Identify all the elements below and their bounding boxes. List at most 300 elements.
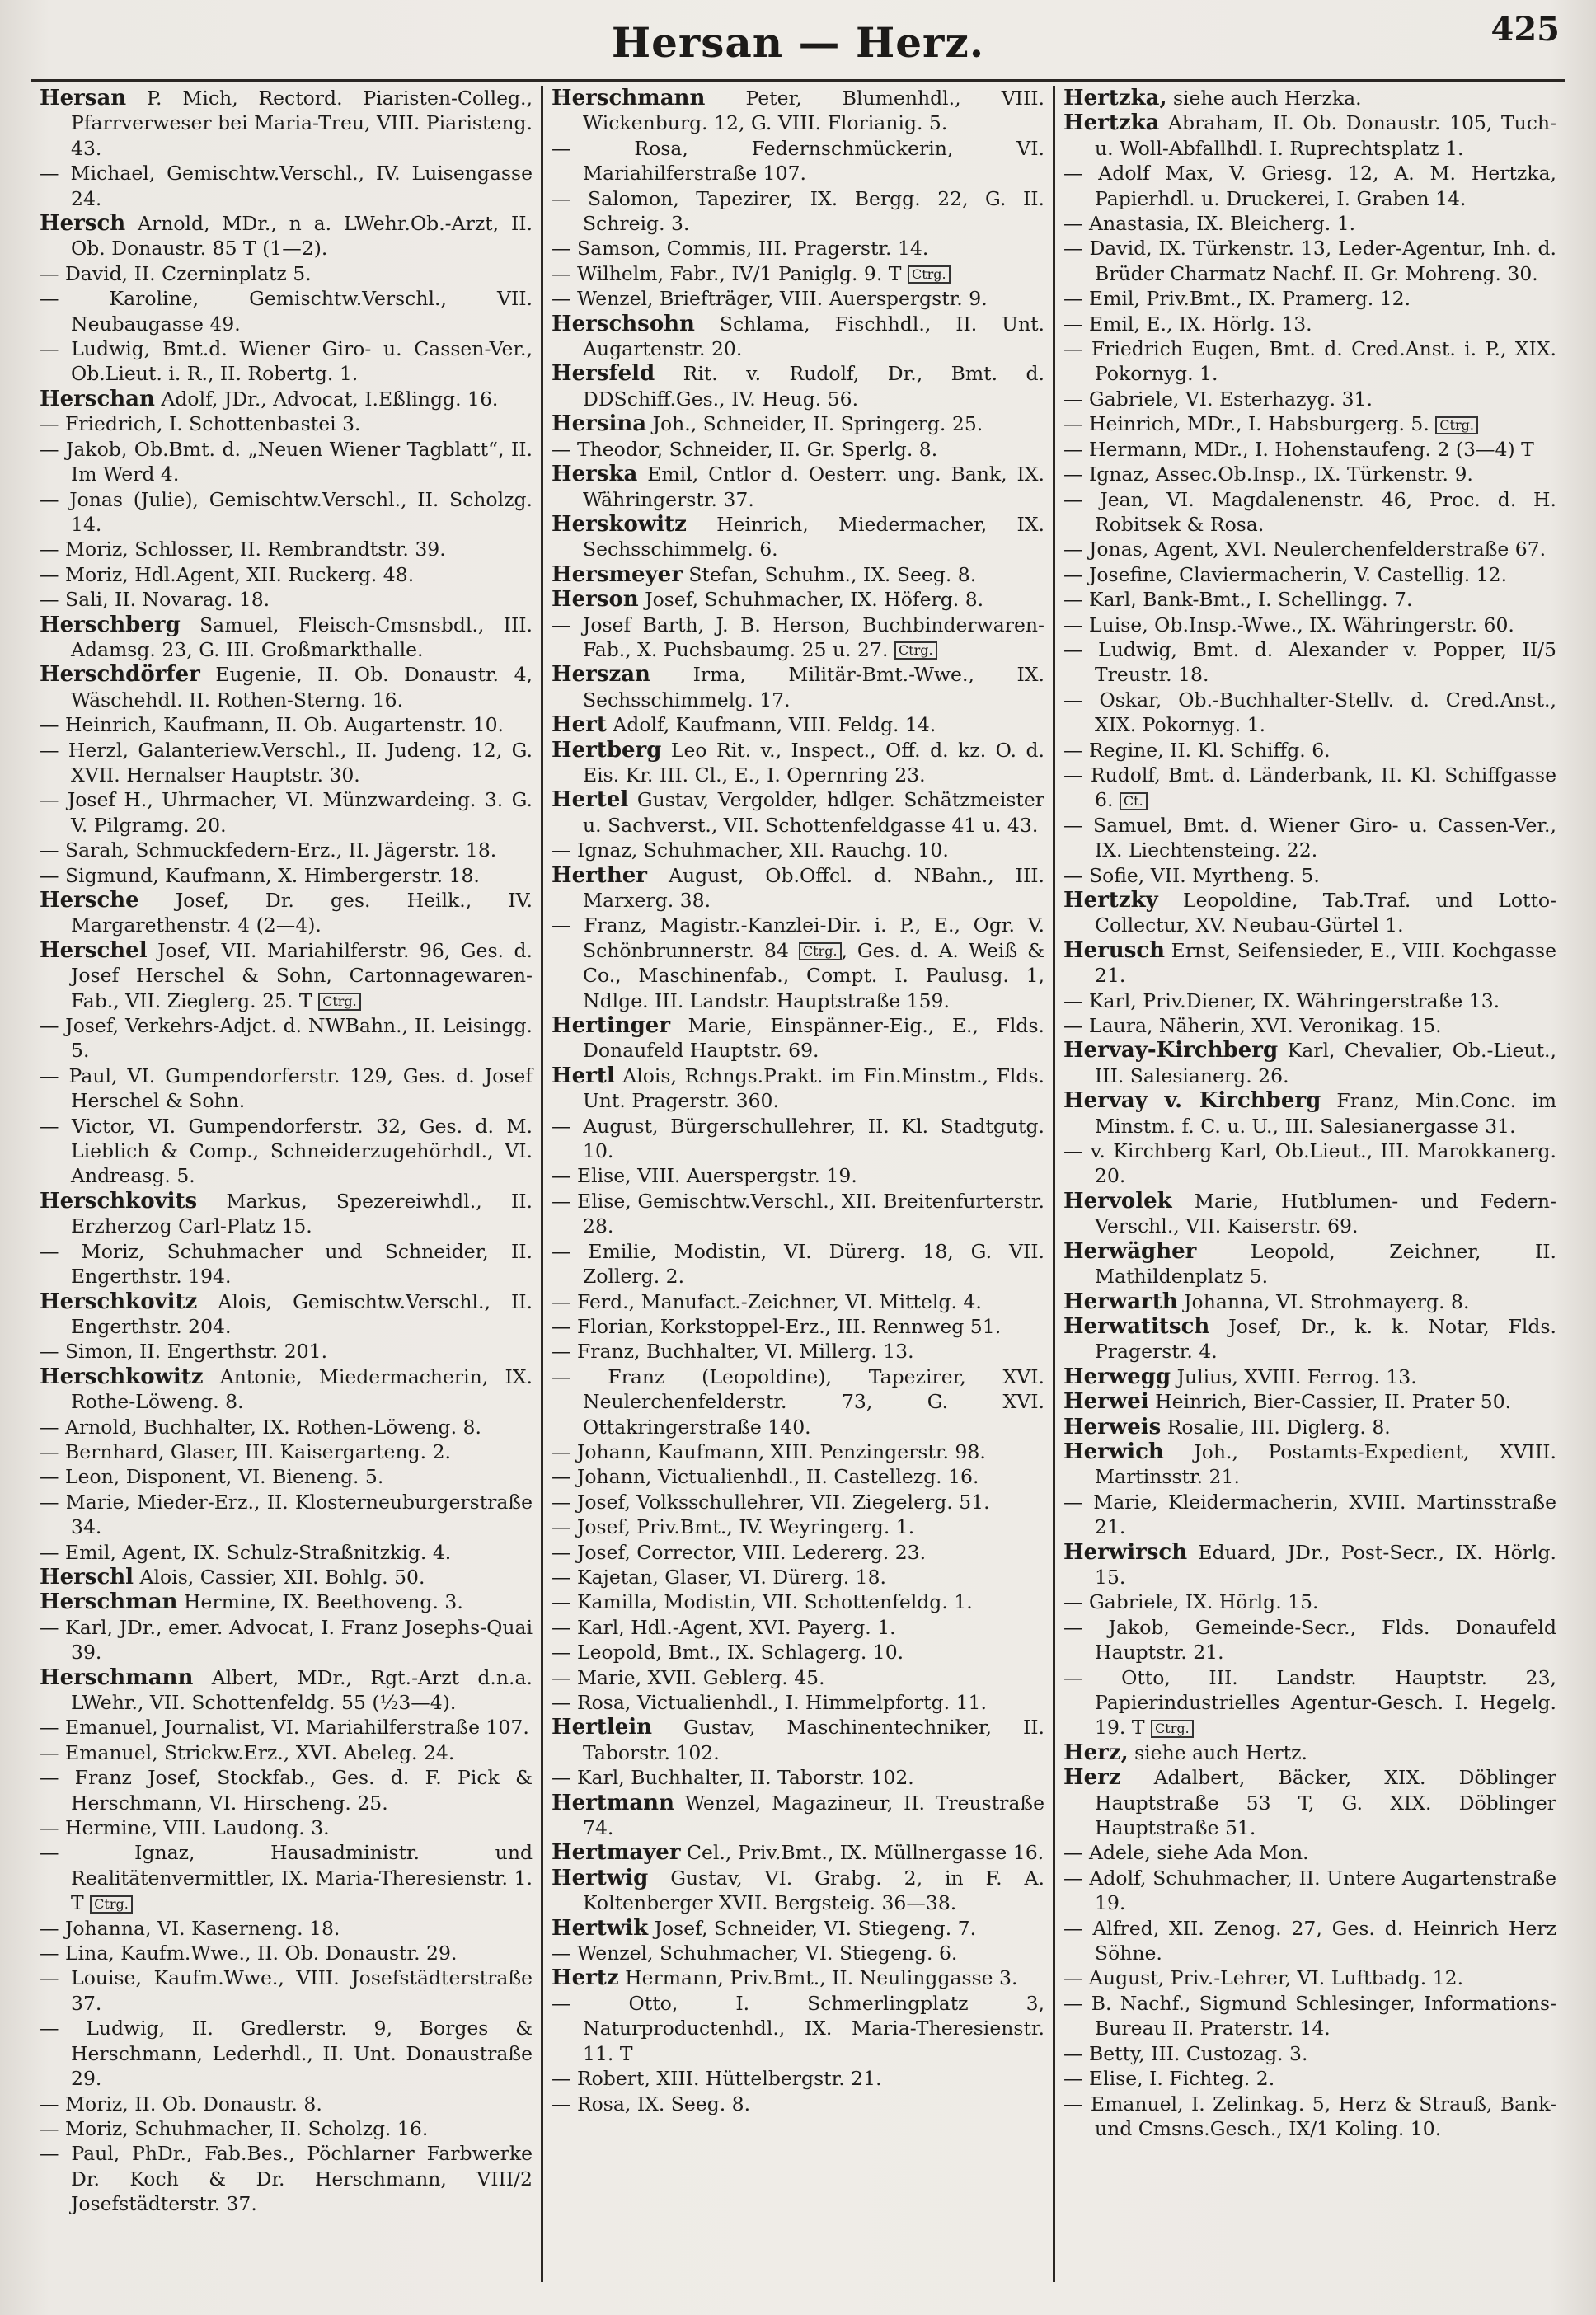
directory-entry (40, 336, 533, 387)
telephone-badge: Ct. (1120, 792, 1148, 810)
entry-text: — Lina, Kaufm.Wwe., II. Ob. Donaustr. 29. (40, 1942, 458, 1965)
entry-text: — Bernhard, Glaser, III. Kaisergarteng. 2. (40, 1439, 451, 1463)
entry-text: Adolf, JDr., Advocat, I.Eßlingg. 16. (161, 387, 499, 411)
entry-text: — Moriz, II. Ob. Donaustr. 8. (40, 2092, 322, 2115)
entry-surname: Herschman (40, 1590, 178, 1615)
directory-entry (40, 1565, 533, 1590)
entry-surname: Herusch (1063, 937, 1166, 963)
directory-entry (1063, 211, 1556, 236)
entry-text: — Emil, Priv.Bmt., IX. Pramerg. 12. (1063, 287, 1411, 311)
entry-text: — Michael, Gemischtw.Verschl., IV. Luisengasse 24. (40, 162, 533, 210)
directory-entry (552, 1991, 1044, 2066)
directory-entry (40, 938, 533, 1013)
entry-surname: Hersch (40, 211, 126, 237)
entry-text: Leo Rit. v., Inspect., Off. d. kz. O. d. Eis. Kr. III. Cl., E., I. Opernring 23. (583, 738, 1044, 787)
directory-entry (40, 86, 533, 161)
entry-text: — Josef, Corrector, VIII. Ledererg. 23. (552, 1540, 927, 1564)
directory-entry (1063, 1965, 1556, 1990)
entry-text: — Wenzel, Schuhmacher, VI. Stiegeng. 6. (552, 1942, 958, 1965)
entry-surname: Herweis (1063, 1414, 1162, 1439)
entry-text: — Heinrich, MDr., I. Habsburgerg. 5. (1063, 412, 1429, 436)
directory-entry (40, 286, 533, 336)
directory-entry (40, 738, 533, 788)
directory-entry (40, 1339, 533, 1364)
directory-entry (552, 562, 1044, 587)
entry-text: Franz, Min.Conc. im Minstm. f. C. u. U., III. Salesianergasse 31. (1095, 1089, 1556, 1138)
directory-entry (552, 1615, 1044, 1640)
entry-surname: Herwarth (1063, 1289, 1178, 1314)
directory-entry (552, 1289, 1044, 1314)
directory-entry (40, 613, 533, 663)
directory-entry (40, 1064, 533, 1114)
entry-text: Hermann, Priv.Bmt., II. Neulinggasse 3. (625, 1966, 1018, 1990)
directory-entry (552, 1916, 1044, 1941)
entry-surname: Hertwig (552, 1865, 649, 1890)
entry-surname: Hertel (552, 787, 629, 813)
entry-surname: Hersan (40, 86, 127, 110)
entry-text: Heinrich, Bier-Cassier, II. Prater 50. (1155, 1390, 1512, 1414)
entry-text: — Otto, I. Schmerlingplatz 3, Naturproductenhdl., IX. Maria-Theresienstr. 11. T (552, 1991, 1044, 2065)
entry-surname: Hertwik (552, 1915, 649, 1941)
directory-entry (1063, 236, 1556, 286)
entry-surname: Herwegg (1063, 1364, 1171, 1389)
directory-entry (40, 1490, 533, 1540)
entry-text: Markus, Spezereiwhdl., II. Erzherzog Carl-Platz 15. (71, 1189, 533, 1238)
telephone-badge: Ctrg. (318, 993, 361, 1011)
entry-surname: Hersina (552, 411, 647, 437)
entry-surname: Herschdörfer (40, 662, 200, 688)
directory-entry (1063, 1189, 1556, 1239)
directory-entry (1063, 1840, 1556, 1865)
directory-entry (552, 1715, 1044, 1765)
entry-text: — Sali, II. Novarag. 18. (40, 588, 270, 612)
directory-entry (40, 487, 533, 538)
entry-text: — Ignaz, Assec.Ob.Insp., IX. Türkenstr. 9. (1063, 463, 1473, 486)
entry-text: — Emil, Agent, IX. Schulz-Straßnitzkig. 4. (40, 1540, 452, 1564)
directory-entry (552, 286, 1044, 311)
directory-entry (552, 838, 1044, 862)
entry-text: — August, Priv.-Lehrer, VI. Luftbadg. 12. (1063, 1966, 1464, 1990)
directory-entry (552, 186, 1044, 237)
directory-entry (1063, 1916, 1556, 1966)
directory-entry (552, 437, 1044, 462)
telephone-badge: Ctrg. (1151, 1720, 1194, 1738)
directory-entry (1063, 1013, 1556, 1038)
entry-text: — Elise, I. Fichteg. 2. (1063, 2067, 1275, 2091)
entry-surname: Herwich (1063, 1439, 1164, 1464)
entry-text: — Wilhelm, Fabr., IV/1 Paniglg. 9. T (552, 261, 902, 285)
directory-entry (552, 512, 1044, 562)
entry-surname: Hertberg (552, 737, 662, 763)
entry-text: — Gabriele, IX. Hörlg. 15. (1063, 1590, 1319, 1614)
entry-text: Marie, Einspänner-Eig., E., Flds. Donaufeld Hauptstr. 69. (583, 1014, 1044, 1063)
entry-text: — Victor, VI. Gumpendorferstr. 32, Ges. d. M. Lieblich & Comp., Schneiderzugehörhdl., VI. Andreasg. 5. (40, 1114, 533, 1188)
telephone-badge: Ctrg. (1435, 416, 1478, 434)
directory-entry (552, 1565, 1044, 1590)
entry-text: — Karl, Buchhalter, II. Taborstr. 102. (552, 1766, 914, 1790)
page-header (31, 0, 1565, 79)
directory-entry (552, 787, 1044, 838)
directory-entry (1063, 110, 1556, 161)
entry-text: — Franz, Magistr.-Kanzlei-Dir. i. P., E., Ogr. V. Schönbrunnerstr. 84 (552, 913, 1044, 962)
directory-entry (552, 1540, 1044, 1565)
directory-entry (1063, 2066, 1556, 2091)
entry-surname: Hertzka, (1063, 86, 1167, 110)
entry-text: — Ludwig, Bmt. d. Alexander v. Popper, II/5 Treustr. 18. (1063, 637, 1556, 687)
entry-surname: Hertl (552, 1063, 615, 1088)
entry-text: — Alfred, XII. Zenog. 27, Ges. d. Heinrich Herz Söhne. (1063, 1916, 1556, 1965)
entry-text: — August, Bürgerschullehrer, II. Kl. Stadtgutg. 10. (552, 1114, 1044, 1163)
entry-text: — v. Kirchberg Karl, Ob.Lieut., III. Marokkanerg. 20. (1063, 1139, 1556, 1188)
directory-entry (40, 1815, 533, 1840)
entry-text: — Josef, Priv.Bmt., IV. Weyringerg. 1. (552, 1515, 915, 1539)
entry-text: Adolf, Kaufmann, VIII. Feldg. 14. (613, 713, 936, 737)
entry-text: — Robert, XIII. Hüttelbergstr. 21. (552, 2067, 882, 2091)
directory-entry (40, 712, 533, 737)
entry-surname: Hertmayer (552, 1840, 681, 1866)
entry-surname: Herszan (552, 662, 650, 688)
directory-entry (40, 1765, 533, 1815)
directory-entry (1063, 387, 1556, 411)
directory-entry (552, 1690, 1044, 1715)
entry-surname: Herska (552, 462, 638, 487)
directory-entry (40, 787, 533, 838)
directory-entry (40, 1415, 533, 1439)
directory-entry (552, 1941, 1044, 1965)
entry-surname: Herther (552, 862, 647, 888)
columns (31, 86, 1565, 2282)
directory-entry (1063, 1314, 1556, 1364)
entry-text: — Leon, Disponent, VI. Bieneng. 5. (40, 1465, 384, 1489)
directory-entry (40, 888, 533, 938)
directory-entry (1063, 1590, 1556, 1614)
entry-text: — Johanna, VI. Kaserneng. 18. (40, 1916, 340, 1940)
directory-entry (1063, 2041, 1556, 2066)
directory-entry (1063, 888, 1556, 938)
entry-text: Josef, Dr. ges. Heilk., IV. Margarethenstr. 4 (2—4). (71, 889, 533, 937)
directory-entry (552, 1765, 1044, 1790)
directory-entry (1063, 161, 1556, 211)
directory-entry (1063, 1289, 1556, 1314)
entry-surname: Hertzka (1063, 110, 1160, 136)
directory-entry (552, 913, 1044, 1013)
entry-text: — B. Nachf., Sigmund Schlesinger, Informations-Bureau II. Praterstr. 14. (1063, 1991, 1556, 2040)
entry-text: Abraham, II. Ob. Donaustr. 105, Tuch- u. Woll-Abfallhdl. I. Ruprechtsplatz 1. (1095, 111, 1556, 160)
telephone-badge: Ctrg. (908, 265, 951, 284)
directory-entry (1063, 562, 1556, 587)
directory-entry (552, 1239, 1044, 1289)
entry-text: — Simon, II. Engerthstr. 201. (40, 1340, 328, 1364)
entry-text: Alois, Cassier, XII. Bohlg. 50. (139, 1565, 425, 1589)
entry-text: — Josefine, Claviermacherin, V. Castellig. 12. (1063, 562, 1508, 586)
directory-entry (1063, 286, 1556, 311)
directory-entry (40, 1289, 533, 1340)
entry-text: — Louise, Kaufm.Wwe., VIII. Josefstädterstraße 37. (40, 1966, 533, 2015)
entry-text: — Heinrich, Kaufmann, II. Ob. Augartenstr. 10. (40, 713, 505, 737)
directory-entry (552, 236, 1044, 261)
directory-entry (40, 1965, 533, 2016)
entry-text: — Otto, III. Landstr. Hauptstr. 23, Papierindustrielles Agentur-Gesch. I. Hegelg. 19. T (1063, 1665, 1556, 1740)
entry-text: Eugenie, II. Ob. Donaustr. 4, Wäschehdl. II. Rothen-Sterng. 16. (71, 663, 533, 711)
directory-entry (1063, 1665, 1556, 1740)
entry-surname: Herwägher (1063, 1238, 1197, 1264)
entry-text: Rit. v. Rudolf, Dr., Bmt. d. DDSchiff.Ges., IV. Heug. 56. (583, 362, 1044, 411)
entry-text: Julius, XVIII. Ferrog. 13. (1176, 1364, 1417, 1388)
telephone-badge: Ctrg. (894, 641, 937, 660)
entry-text: — Theodor, Schneider, II. Gr. Sperlg. 8. (552, 437, 938, 461)
entry-surname: Herz (1063, 1765, 1121, 1791)
entry-text: Wenzel, Magazineur, II. Treustraße 74. (583, 1791, 1044, 1840)
entry-text: — Elise, Gemischtw.Verschl., XII. Breitenfurterstr. 28. (552, 1189, 1044, 1238)
entry-text: — Betty, III. Custozag. 3. (1063, 2041, 1308, 2065)
directory-entry (1063, 312, 1556, 336)
page-title: Hersan — Herz. (611, 18, 985, 67)
directory-entry (552, 2066, 1044, 2091)
directory-entry (1063, 1740, 1556, 1765)
directory-entry (1063, 1088, 1556, 1139)
directory-entry (40, 2116, 533, 2141)
entry-text: — Karoline, Gemischtw.Verschl., VII. Neubaugasse 49. (40, 287, 533, 336)
entry-text: Arnold, MDr., n a. LWehr.Ob.-Arzt, II. Ob. Donaustr. 85 T (1—2). (71, 212, 533, 261)
entry-text: — Marie, XVII. Geblerg. 45. (552, 1665, 825, 1689)
entry-text: Gustav, Maschinentechniker, II. Taborstr. 102. (583, 1716, 1044, 1764)
entry-text: — Emanuel, I. Zelinkag. 5, Herz & Strauß, Bank- und Cmsns.Gesch., IX/1 Koling. 10. (1063, 2092, 1556, 2140)
directory-entry (40, 1013, 533, 1064)
entry-surname: Hervolek (1063, 1188, 1172, 1214)
entry-text: — Hermann, MDr., I. Hohenstaufeng. 2 (3—4) T (1063, 437, 1534, 461)
directory-entry (40, 437, 533, 487)
entry-text: siehe auch Hertz. (1134, 1740, 1307, 1764)
entry-surname: Hervay-Kirchberg (1063, 1038, 1279, 1064)
directory-entry (552, 587, 1044, 612)
entry-text: — Jean, VI. Magdalenenstr. 46, Proc. d. H. Robitsek & Rosa. (1063, 487, 1556, 536)
entry-text: — Paul, PhDr., Fab.Bes., Pöchlarner Farbwerke Dr. Koch & Dr. Herschmann, VIII/2 Josefstädterstr. 37. (40, 2142, 533, 2216)
entry-text: — Emanuel, Journalist, VI. Mariahilferstraße 107. (40, 1716, 529, 1740)
directory-entry (40, 2016, 533, 2091)
entry-surname: Herschan (40, 386, 155, 411)
directory-entry (40, 1740, 533, 1765)
directory-entry (552, 1866, 1044, 1916)
directory-entry (552, 1064, 1044, 1114)
telephone-badge: Ctrg. (799, 942, 842, 960)
entry-text: Leopold, Zeichner, II. Mathildenplatz 5. (1095, 1239, 1556, 1289)
entry-surname: Herschsohn (552, 311, 695, 336)
directory-entry (1063, 537, 1556, 561)
entry-text: — Josef Barth, J. B. Herson, Buchbinderwaren-Fab., X. Puchsbaumg. 25 u. 27. (552, 613, 1044, 661)
directory-entry (1063, 1139, 1556, 1189)
entry-text: — Rudolf, Bmt. d. Länderbank, II. Kl. Schiffgasse 6. (1063, 763, 1556, 812)
directory-entry (552, 462, 1044, 512)
entry-text: — Emanuel, Strickw.Erz., XVI. Abeleg. 24. (40, 1740, 455, 1764)
entry-text: Antonie, Miedermacherin, IX. Rothe-Löweng. 8. (71, 1364, 533, 1414)
directory-entry (1063, 1540, 1556, 1590)
entry-surname: Herwatitsch (1063, 1313, 1210, 1339)
entry-surname: Herschmann (40, 1665, 194, 1690)
entry-surname: Hertzky (1063, 888, 1158, 913)
entry-text: — Rosa, Victualienhdl., I. Himmelpfortg. 11. (552, 1691, 987, 1714)
directory-entry (552, 662, 1044, 712)
directory-entry (1063, 1615, 1556, 1665)
entry-text: — Wenzel, Briefträger, VIII. Auerspergstr. 9. (552, 287, 988, 311)
directory-entry (552, 1514, 1044, 1539)
directory-entry (552, 136, 1044, 186)
directory-entry (40, 1189, 533, 1239)
entry-text: Johanna, VI. Strohmayerg. 8. (1184, 1289, 1470, 1313)
entry-text: — Moriz, Schuhmacher und Schneider, II. Engerthstr. 194. (40, 1239, 533, 1289)
entry-surname: Hertmann (552, 1790, 674, 1815)
entry-text: Heinrich, Miedermacher, IX. Sechsschimmelg. 6. (583, 512, 1044, 561)
directory-entry (552, 1464, 1044, 1489)
directory-entry (1063, 1415, 1556, 1439)
directory-entry (40, 1439, 533, 1464)
directory-entry (552, 613, 1044, 663)
entry-text: — Moriz, Hdl.Agent, XII. Ruckerg. 48. (40, 562, 415, 586)
directory-entry (552, 411, 1044, 436)
entry-text: Marie, Hutblumen- und Federn-Verschl., VII. Kaiserstr. 69. (1095, 1189, 1556, 1238)
directory-entry (552, 312, 1044, 362)
directory-entry (1063, 437, 1556, 462)
entry-text: — Anastasia, IX. Bleicherg. 1. (1063, 212, 1356, 236)
page-number: 425 (1490, 10, 1560, 49)
directory-entry (1063, 637, 1556, 688)
directory-entry (1063, 1866, 1556, 1916)
directory-entry (552, 261, 1044, 286)
directory-entry (40, 1665, 533, 1716)
directory-entry (552, 1965, 1044, 1990)
entry-text: Rosalie, III. Diglerg. 8. (1166, 1415, 1391, 1439)
directory-entry (40, 1941, 533, 1965)
entry-text: — Adolf, Schuhmacher, II. Untere Augartenstraße 19. (1063, 1866, 1556, 1915)
entry-text: — Florian, Korkstoppel-Erz., III. Rennweg 51. (552, 1314, 1002, 1338)
directory-entry (40, 1464, 533, 1489)
entry-text: Karl, Chevalier, Ob.-Lieut., III. Salesianerg. 26. (1095, 1039, 1556, 1087)
directory-entry (552, 1791, 1044, 1841)
entry-text: — Arnold, Buchhalter, IX. Rothen-Löweng. 8. (40, 1415, 481, 1439)
directory-entry (1063, 1239, 1556, 1289)
telephone-badge: Ctrg. (90, 1895, 133, 1914)
directory-entry (552, 1314, 1044, 1339)
entry-text: — Ferd., Manufact.-Zeichner, VI. Mittelg. 4. (552, 1289, 982, 1313)
entry-text: — Oskar, Ob.-Buchhalter-Stellv. d. Cred.Anst., XIX. Pokornyg. 1. (1063, 688, 1556, 737)
directory-entry (40, 161, 533, 211)
entry-text: — Friedrich, I. Schottenbastei 3. (40, 412, 361, 436)
directory-entry (552, 712, 1044, 737)
entry-text: — Marie, Kleidermacherin, XVIII. Martinsstraße 21. (1063, 1490, 1556, 1539)
entry-text: — Johann, Kaufmann, XIII. Penzingerstr. 98. (552, 1439, 986, 1463)
entry-text: — Karl, Bank-Bmt., I. Schellingg. 7. (1063, 588, 1413, 612)
directory-entry (1063, 1364, 1556, 1389)
entry-text: — Regine, II. Kl. Schiffg. 6. (1063, 738, 1331, 762)
entry-surname: Herschl (40, 1564, 134, 1590)
directory-entry (1063, 863, 1556, 888)
entry-surname: Hersche (40, 888, 139, 913)
entry-text: — Sigmund, Kaufmann, X. Himbergerstr. 18. (40, 863, 480, 887)
entry-surname: Hertlein (552, 1715, 653, 1740)
entry-text: Josef, Dr., k. k. Notar, Flds. Pragerstr. 4. (1095, 1314, 1556, 1364)
entry-text: — Paul, VI. Gumpendorferstr. 129, Ges. d. Josef Herschel & Sohn. (40, 1064, 533, 1113)
directory-entry (1063, 1038, 1556, 1088)
directory-entry (552, 1439, 1044, 1464)
entry-text: — Jonas (Julie), Gemischtw.Verschl., II. Scholzg. 14. (40, 487, 533, 536)
entry-text: — Sofie, VII. Myrtheng. 5. (1063, 863, 1320, 887)
entry-text: — David, IX. Türkenstr. 13, Leder-Agentur, Inh. d. Brüder Charmatz Nachf. II. Gr. Mohreng. 30. (1063, 237, 1556, 285)
directory-entry (1063, 86, 1556, 110)
entry-text: — Laura, Näherin, XVI. Veronikag. 15. (1063, 1014, 1442, 1038)
entry-text: Schlama, Fischhdl., II. Unt. Augartenstr. 20. (583, 312, 1044, 361)
directory-entry (552, 1114, 1044, 1164)
directory-entry (1063, 813, 1556, 863)
entry-text: — Karl, Priv.Diener, IX. Währingerstraße 13. (1063, 988, 1500, 1012)
entry-text: Gustav, VI. Grabg. 2, in F. A. Koltenberger XVII. Bergsteig. 36—38. (583, 1866, 1044, 1915)
entry-text: Hermine, IX. Beethoveng. 3. (183, 1590, 463, 1614)
entry-text: — Karl, Hdl.-Agent, XVI. Payerg. 1. (552, 1615, 896, 1639)
entry-surname: Hersfeld (552, 361, 655, 387)
entry-text: — Samson, Commis, III. Pragerstr. 14. (552, 237, 929, 261)
directory-entry (40, 1840, 533, 1915)
entry-text: — Jakob, Ob.Bmt. d. „Neuen Wiener Tagblatt“, II. Im Werd 4. (40, 437, 533, 486)
entry-text: — Luise, Ob.Insp.-Wwe., IX. Währingerstr. 60. (1063, 613, 1514, 636)
directory-entry (552, 1665, 1044, 1690)
column-1 (31, 86, 541, 2282)
entry-text: Josef, VII. Mariahilferstr. 96, Ges. d. Josef Herschel & Sohn, Cartonnagewaren-Fab., VII. Zieglerg. 25. T (71, 938, 533, 1012)
directory-entry (1063, 411, 1556, 436)
entry-surname: Hert (552, 712, 607, 738)
entry-text: Josef, Schneider, VI. Stiegeng. 7. (654, 1916, 977, 1940)
entry-text: Alois, Rchngs.Prakt. im Fin.Minstm., Flds. Unt. Pragerstr. 360. (583, 1064, 1044, 1113)
entry-text: Alois, Gemischtw.Verschl., II. Engerthstr. 204. (71, 1289, 533, 1338)
header-rule (31, 79, 1565, 82)
entry-text: Eduard, JDr., Post-Secr., IX. Hörlg. 15. (1095, 1540, 1556, 1589)
directory-entry (1063, 1765, 1556, 1840)
entry-text: Josef, Schuhmacher, IX. Höferg. 8. (645, 588, 984, 612)
entry-text: — Emil, E., IX. Hörlg. 13. (1063, 312, 1312, 336)
entry-surname: Herschkovits (40, 1188, 198, 1214)
directory-entry (40, 863, 533, 888)
entry-surname: Herwirsch (1063, 1539, 1188, 1565)
entry-text: — Rosa, IX. Seeg. 8. (552, 2092, 751, 2115)
entry-text: siehe auch Herzka. (1172, 87, 1362, 110)
entry-text-tail: , Ges. d. A. Weiß & Co., Maschinenfab., Compt. I. Paulusg. 1, Ndlge. III. Landstr. Hauptstraße 159. (583, 938, 1045, 1012)
entry-text: Ernst, Seifensieder, E., VIII. Kochgasse 21. (1095, 938, 1556, 988)
entry-text: August, Ob.Offcl. d. NBahn., III. Marxerg. 38. (583, 863, 1044, 912)
directory-entry (552, 361, 1044, 411)
entry-text: — Kamilla, Modistin, VII. Schottenfeldg. 1. (552, 1590, 973, 1614)
entry-text: Joh., Postamts-Expedient, XVIII. Martinsstr. 21. (1095, 1439, 1556, 1489)
entry-text: P. Mich, Rectord. Piaristen-Colleg., Pfarrverweser bei Maria-Treu, VIII. Piaristeng. 43. (71, 87, 533, 160)
directory-entry (1063, 1490, 1556, 1540)
entry-text: — Adele, siehe Ada Mon. (1063, 1841, 1309, 1865)
directory-entry (552, 1013, 1044, 1064)
entry-text: — Ignaz, Hausadministr. und Realitätenvermittler, IX. Maria-Theresienstr. 1. T (40, 1841, 533, 1915)
entry-text: Gustav, Vergolder, hdlger. Schätzmeister u. Sachverst., VII. Schottenfeldgasse 41 u. 43. (583, 788, 1044, 837)
entry-text: — Franz Josef, Stockfab., Ges. d. F. Pick & Herschmann, VI. Hirscheng. 25. (40, 1766, 533, 1815)
entry-text: Irma, Militär-Bmt.-Wwe., IX. Sechsschimmelg. 17. (583, 663, 1044, 711)
entry-text: — Gabriele, VI. Esterhazyg. 31. (1063, 387, 1373, 411)
directory-entry (40, 1364, 533, 1415)
directory-entry (40, 662, 533, 712)
entry-text: Emil, Cntlor d. Oesterr. ung. Bank, IX. Währingerstr. 37. (583, 463, 1044, 511)
directory-entry (552, 1364, 1044, 1439)
entry-text: — Emilie, Modistin, VI. Dürerg. 18, G. VII. Zollerg. 2. (552, 1239, 1044, 1289)
entry-text: Cel., Priv.Bmt., IX. Müllnergasse 16. (687, 1841, 1044, 1865)
directory-entry (40, 562, 533, 587)
entry-surname: Herschmann (552, 86, 706, 110)
column-2 (541, 86, 1053, 2282)
column-3 (1053, 86, 1565, 2282)
directory-entry (1063, 988, 1556, 1013)
directory-entry (40, 1540, 533, 1565)
directory-entry (1063, 613, 1556, 637)
